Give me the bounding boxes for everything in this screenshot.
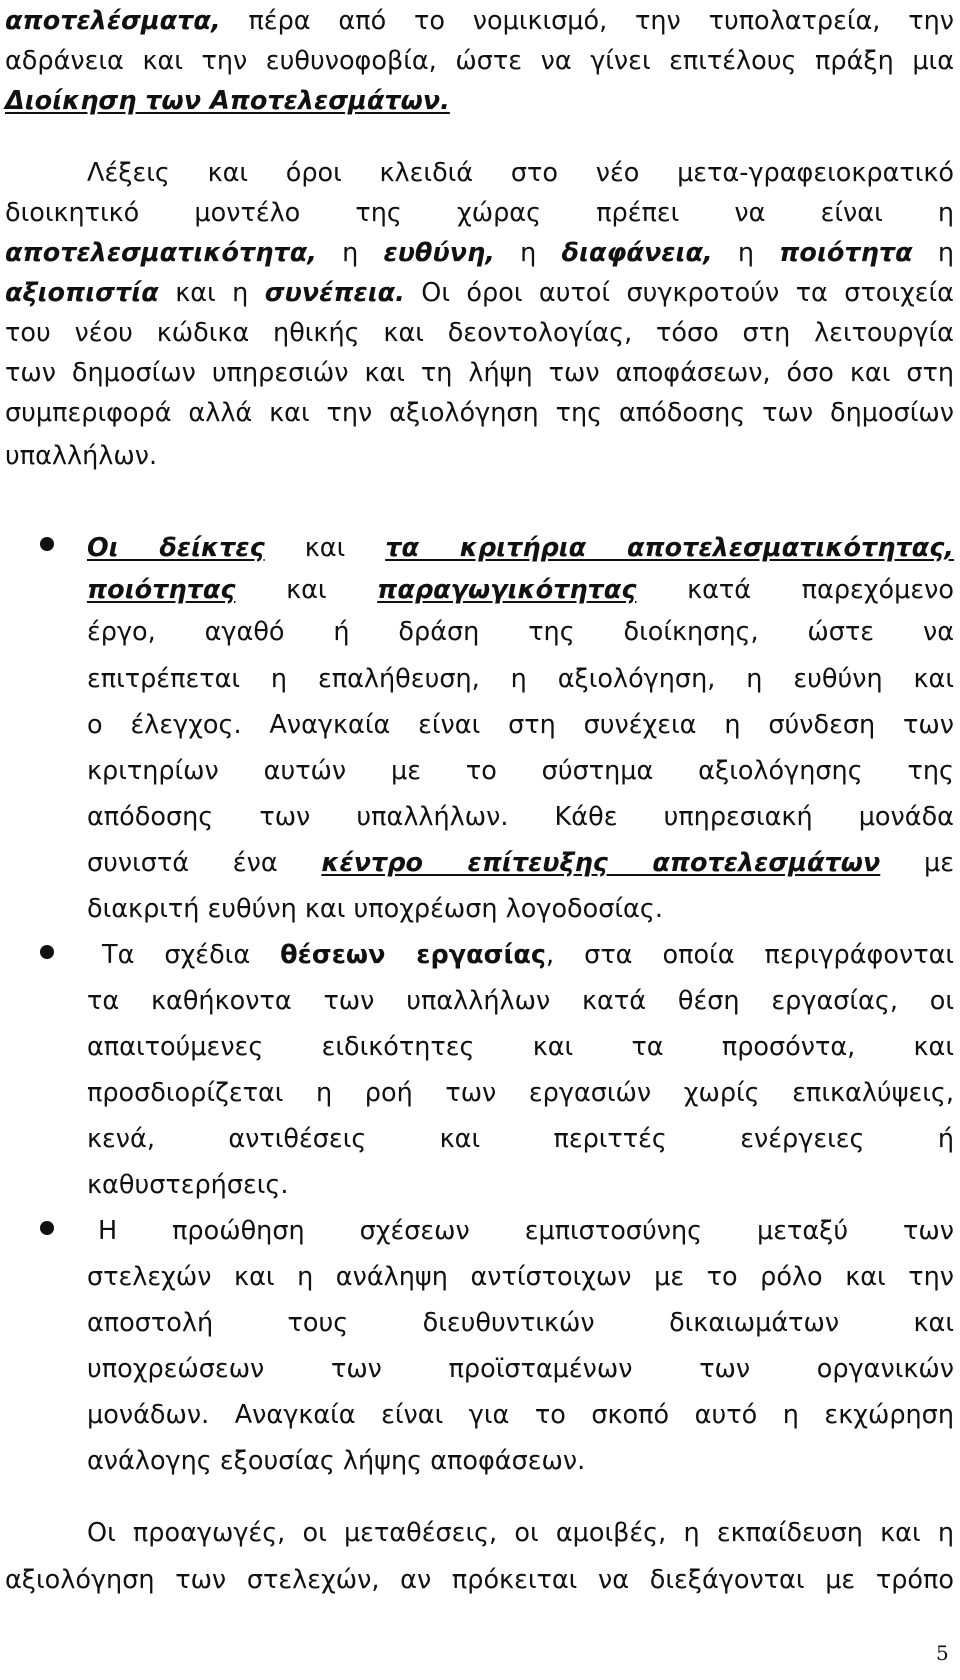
p2-line-8: υπαλλήλων.	[5, 441, 158, 471]
intro-line-2: αδράνεια και την ευθυνοφοβία, ώστε να γίνει επιτέλους πράξη μια	[5, 46, 954, 76]
bullet2-line-6: καθυστερήσεις.	[87, 1170, 289, 1200]
bullet3-line-2: στελεχών και η ανάληψη αντίστοιχων με το ρόλο και την	[87, 1262, 954, 1292]
bullet2-line-4: προσδιορίζεται η ροή των εργασιών χωρίς επικαλύψεις,	[87, 1078, 954, 1108]
bullet1-line-5: ο έλεγχος. Αναγκαία είναι στη συνέχεια η σύνδεση των	[87, 710, 954, 740]
final-line-1: Οι προαγωγές, οι μεταθέσεις, οι αμοιβές, η εκπαίδευση και η	[87, 1518, 954, 1548]
p2-line-5: του νέου κώδικα ηθικής και δεοντολογίας, τόσο στη λειτουργία	[5, 318, 954, 348]
bullet3-line-5: μονάδων. Αναγκαία είναι για το σκοπό αυτό η εκχώρηση	[87, 1400, 954, 1430]
bullet1-line-9: διακριτή ευθύνη και υποχρέωση λογοδοσίας.	[87, 894, 663, 924]
bullet2-line-3: απαιτούμενες ειδικότητες και τα προσόντα, και	[87, 1032, 954, 1062]
bullet1-line-8: συνιστά ένα κέντρο επίτευξης αποτελεσμάτων με	[87, 848, 954, 878]
bullet1-line-6: κριτηρίων αυτών με το σύστημα αξιολόγησης της	[87, 756, 954, 786]
bullet1-line-3: έργο, αγαθό ή δράση της διοίκησης, ώστε να	[87, 617, 954, 647]
bullet2-line-5: κενά, αντιθέσεις και περιττές ενέργειες ή	[87, 1124, 954, 1154]
bullet-dot-1	[40, 537, 54, 551]
p2-line-2: διοικητικό μοντέλο της χώρας πρέπει να είναι η	[5, 198, 954, 228]
final-line-2: αξιολόγηση των στελεχών, αν πρόκειται να διεξάγονται με τρόπο	[5, 1565, 954, 1595]
bullet3-line-6: ανάλογης εξουσίας λήψης αποφάσεων.	[87, 1446, 586, 1476]
bullet3-line-4: υποχρεώσεων των προϊσταμένων των οργανικών	[87, 1354, 954, 1384]
bullet1-line-2: ποιότητας και παραγωγικότητας κατά παρεχόμενο	[87, 575, 954, 605]
page-number: 5	[936, 1641, 949, 1665]
p2-line-1: Λέξεις και όροι κλειδιά στο νέο μετα-γραφειοκρατικό	[87, 158, 954, 188]
intro-line-1: αποτελέσματα, πέρα από το νομικισμό, την τυπολατρεία, την	[5, 6, 954, 36]
bullet2-line-1: Τα σχέδια θέσεων εργασίας, στα οποία περιγράφονται	[102, 940, 955, 970]
p2-line-6: των δημοσίων υπηρεσιών και τη λήψη των αποφάσεων, όσο και στη	[5, 358, 954, 388]
bullet-dot-3	[40, 1221, 54, 1235]
p2-line-7: συμπεριφορά αλλά και την αξιολόγηση της απόδοσης των δημοσίων	[5, 398, 954, 428]
bullet3-line-3: αποστολή τους διευθυντικών δικαιωμάτων και	[87, 1308, 954, 1338]
p2-line-4: αξιοπιστία και η συνέπεια. Οι όροι αυτοί συγκροτούν τα στοιχεία	[5, 278, 954, 308]
p2-line-3: αποτελεσματικότητα, η ευθύνη, η διαφάνεια, η ποιότητα η	[5, 238, 955, 268]
bullet2-line-2: τα καθήκοντα των υπαλλήλων κατά θέση εργασίας, οι	[87, 986, 954, 1016]
bullet1-line-4: επιτρέπεται η επαλήθευση, η αξιολόγηση, η ευθύνη και	[87, 664, 954, 694]
bullet-dot-2	[40, 945, 54, 959]
bullet1-line-1: Οι δείκτες και τα κριτήρια αποτελεσματικότητας,	[87, 533, 954, 563]
bullet3-line-1: Η προώθηση σχέσεων εμπιστοσύνης μεταξύ των	[98, 1216, 954, 1246]
intro-line-3: Διοίκηση των Αποτελεσμάτων.	[5, 86, 450, 116]
bullet1-line-7: απόδοσης των υπαλλήλων. Κάθε υπηρεσιακή μονάδα	[87, 802, 954, 832]
